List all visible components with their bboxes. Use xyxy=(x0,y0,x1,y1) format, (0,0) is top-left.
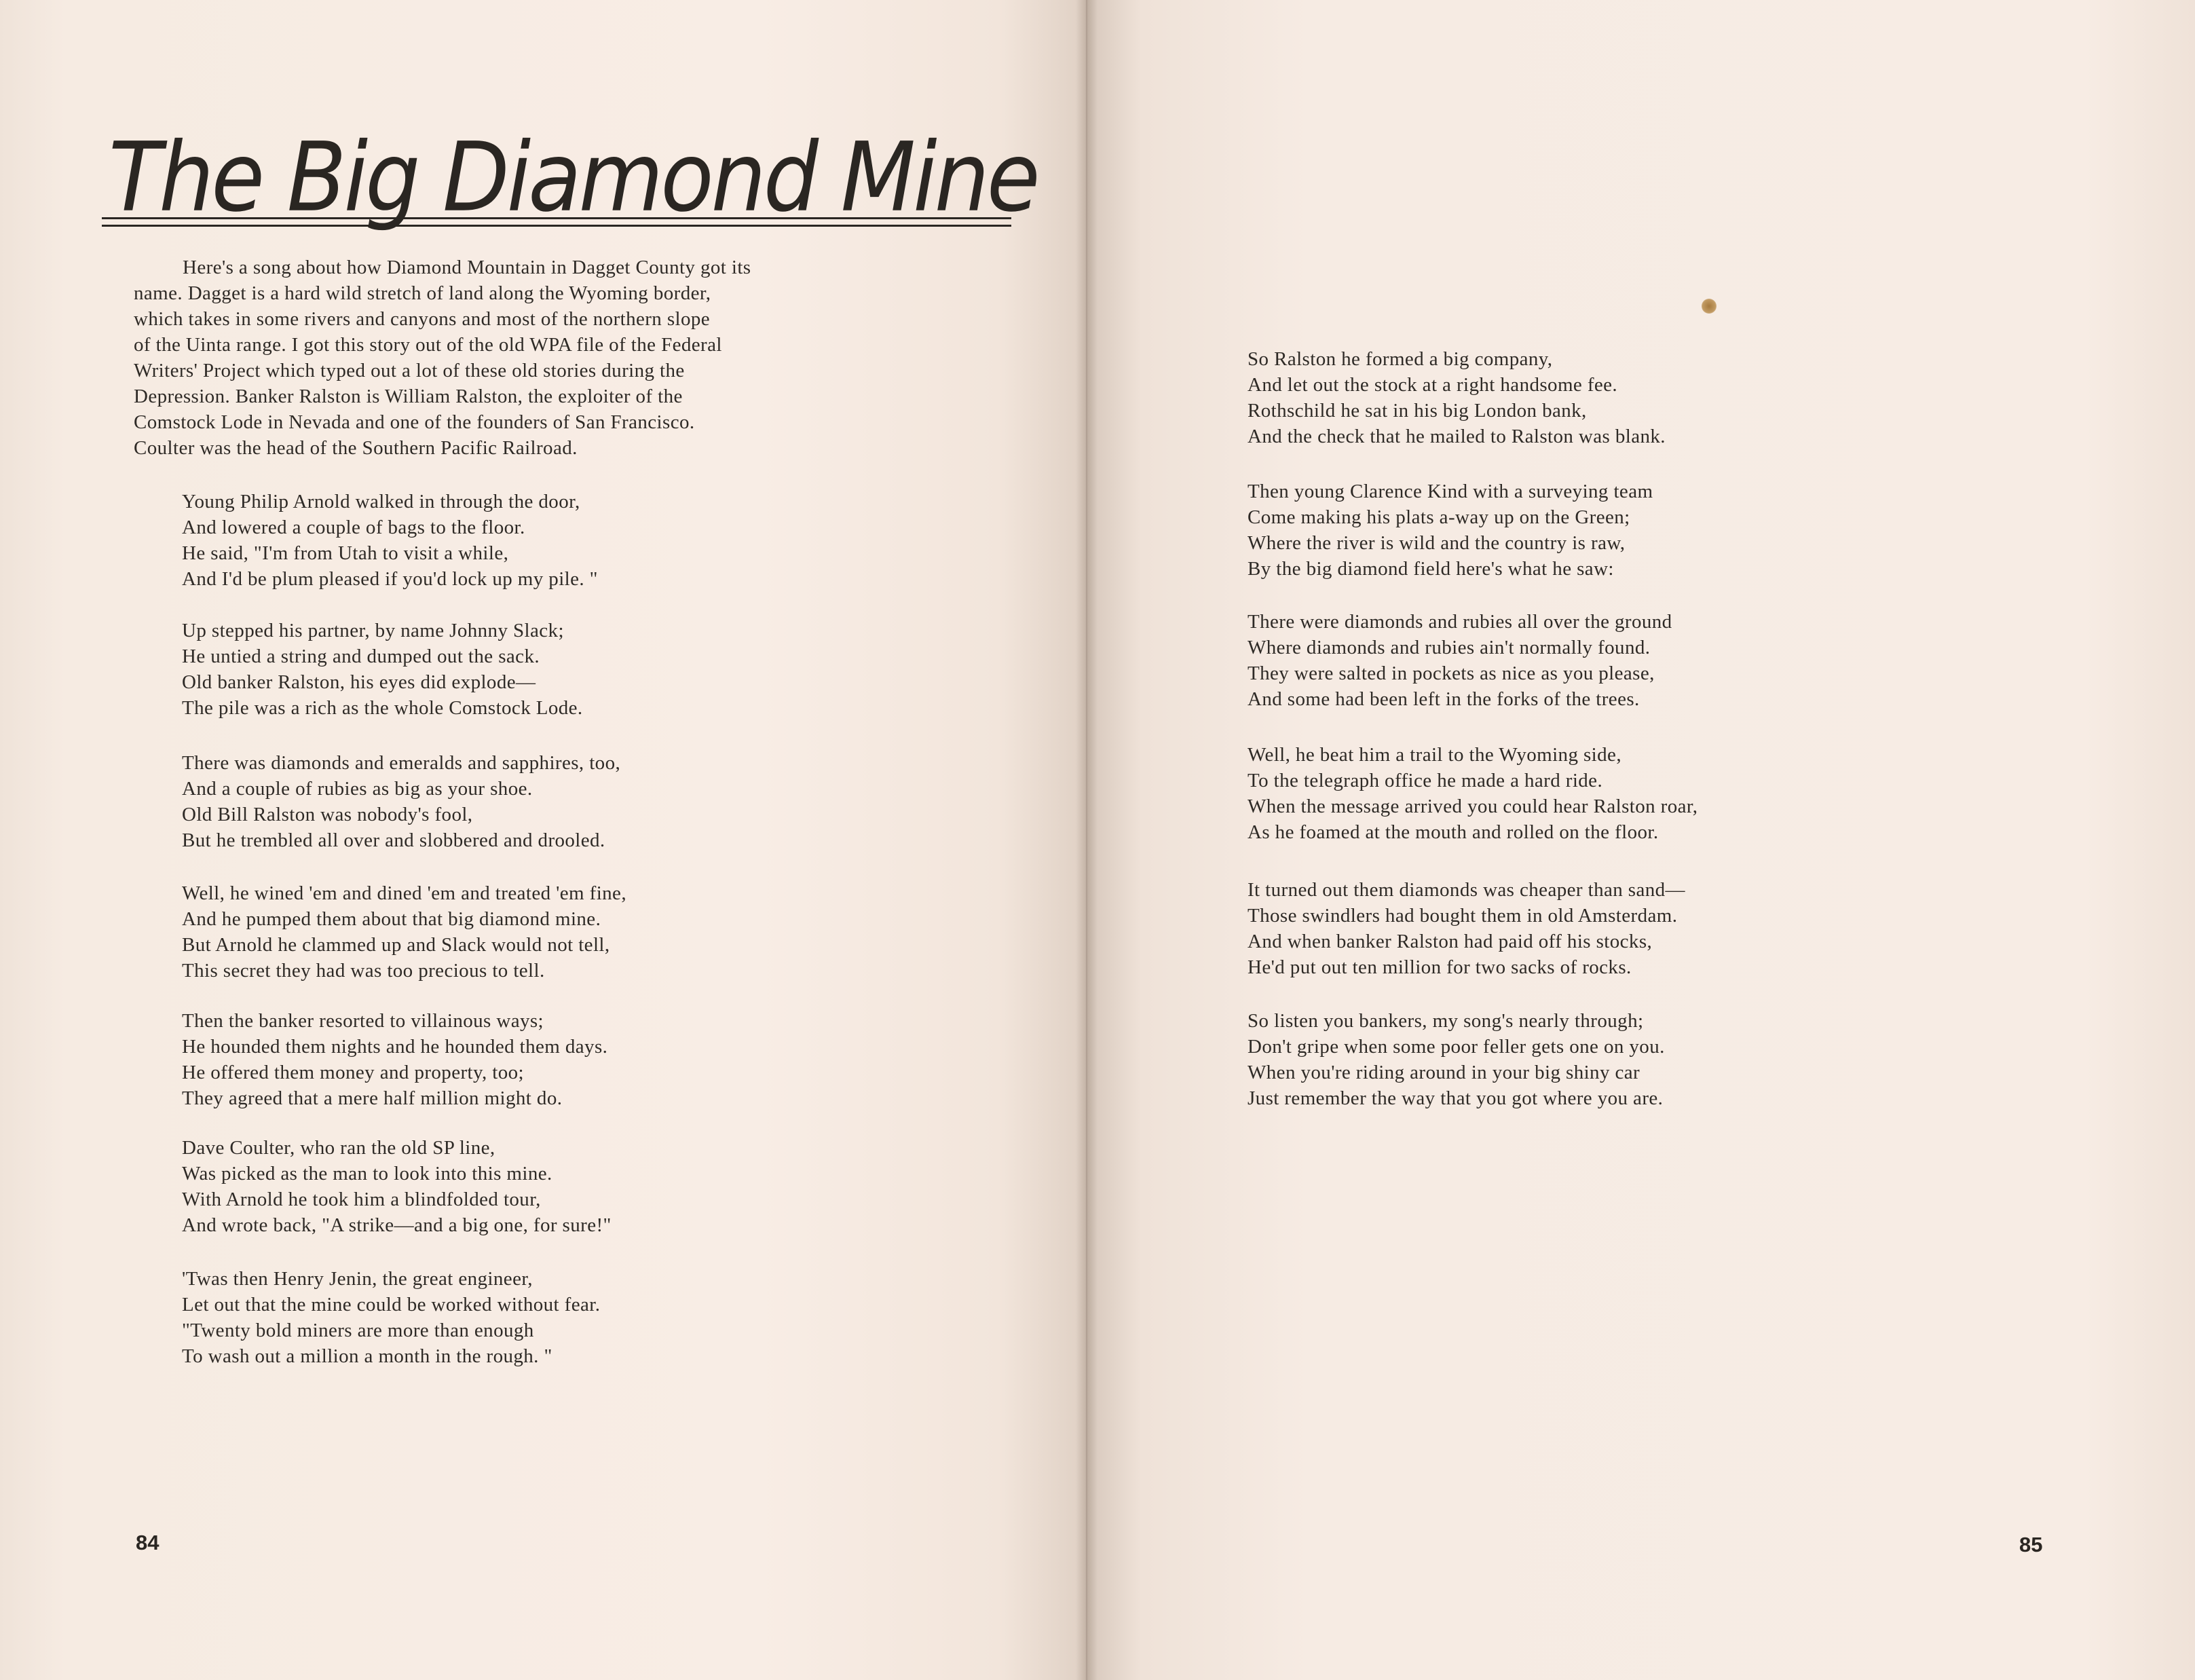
verse-line: And lowered a couple of bags to the floor. xyxy=(182,517,525,538)
page-number-right: 85 xyxy=(2019,1533,2043,1556)
verse-2 xyxy=(182,618,583,721)
verse-line: There was diamonds and emeralds and sapphires, too, xyxy=(182,752,621,774)
verse-line: Don't gripe when some poor feller gets one on you. xyxy=(1247,1036,1665,1058)
verse-1 xyxy=(182,489,598,592)
verse-line: With Arnold he took him a blindfolded tour, xyxy=(182,1189,541,1210)
verse-line: But he trembled all over and slobbered and drooled. xyxy=(182,829,605,851)
verse-line: And the check that he mailed to Ralston was blank. xyxy=(1247,426,1666,447)
verse-line: To the telegraph office he made a hard ride. xyxy=(1247,770,1603,791)
verse-line: Come making his plats a-way up on the Green; xyxy=(1247,506,1630,528)
verse-line: He hounded them nights and he hounded them days. xyxy=(182,1036,608,1058)
verse-line: And I'd be plum pleased if you'd lock up my pile. " xyxy=(182,568,598,590)
verse-line: He'd put out ten million for two sacks of rocks. xyxy=(1247,956,1632,978)
verse-line: They were salted in pockets as nice as you please, xyxy=(1247,662,1655,684)
verse-line: Was picked as the man to look into this mine. xyxy=(182,1163,552,1184)
verse-4 xyxy=(182,880,626,984)
verse-7 xyxy=(182,1266,600,1369)
verse-line: 'Twas then Henry Jenin, the great engineer, xyxy=(182,1268,533,1290)
intro-line: Comstock Lode in Nevada and one of the founders of San Francisco. xyxy=(134,411,695,433)
intro-line: of the Uinta range. I got this story out of the old WPA file of the Federal xyxy=(134,334,722,356)
verse-line: Then young Clarence Kind with a surveying team xyxy=(1247,481,1653,502)
verse-line: And a couple of rubies as big as your shoe. xyxy=(182,778,533,800)
verse-line: This secret they had was too precious to tell. xyxy=(182,960,545,982)
verse-10 xyxy=(1247,609,1672,712)
verse-line: Where diamonds and rubies ain't normally found. xyxy=(1247,637,1651,658)
verse-line: And let out the stock at a right handsome fee. xyxy=(1247,374,1618,396)
verse-line: Just remember the way that you got where you are. xyxy=(1247,1087,1664,1109)
verse-11 xyxy=(1247,742,1697,845)
verse-line: And when banker Ralston had paid off his stocks, xyxy=(1247,931,1653,952)
verse-line: By the big diamond field here's what he saw: xyxy=(1247,558,1614,580)
verse-line: Well, he wined 'em and dined 'em and treated 'em fine, xyxy=(182,882,626,904)
verse-line: "Twenty bold miners are more than enough xyxy=(182,1320,534,1341)
verse-line: Old banker Ralston, his eyes did explode— xyxy=(182,671,536,693)
verse-9 xyxy=(1247,479,1653,582)
verse-line: Young Philip Arnold walked in through the door, xyxy=(182,491,580,512)
verse-line: Rothschild he sat in his big London bank, xyxy=(1247,400,1587,422)
intro-line: Depression. Banker Ralston is William Ralston, the exploiter of the xyxy=(134,386,683,407)
verse-line: Well, he beat him a trail to the Wyoming side, xyxy=(1247,744,1621,766)
verse-line: He offered them money and property, too; xyxy=(182,1062,525,1083)
verse-line: There were diamonds and rubies all over the ground xyxy=(1247,611,1672,633)
intro-paragraph xyxy=(134,255,751,461)
page-number-left: 84 xyxy=(136,1531,160,1554)
paper-stain xyxy=(1702,299,1716,314)
verse-line: Then the banker resorted to villainous ways; xyxy=(182,1010,544,1032)
intro-line: which takes in some rivers and canyons and most of the northern slope xyxy=(134,308,711,330)
verse-line: So listen you bankers, my song's nearly through; xyxy=(1247,1010,1644,1032)
verse-line: As he foamed at the mouth and rolled on the floor. xyxy=(1247,821,1659,843)
verse-5 xyxy=(182,1008,607,1111)
verse-line: The pile was a rich as the whole Comstock Lode. xyxy=(182,697,583,719)
verse-line: They agreed that a mere half million might do. xyxy=(182,1087,563,1109)
verse-line: Up stepped his partner, by name Johnny Slack; xyxy=(182,620,564,641)
verse-line: It turned out them diamonds was cheaper than sand— xyxy=(1247,879,1685,901)
verse-line: Those swindlers had bought them in old Amsterdam. xyxy=(1247,905,1678,927)
verse-12 xyxy=(1247,877,1685,980)
verse-line: Where the river is wild and the country is raw, xyxy=(1247,532,1626,554)
verse-line: He said, "I'm from Utah to visit a while, xyxy=(182,542,509,564)
verse-line: And he pumped them about that big diamond mine. xyxy=(182,908,601,930)
intro-line: Writers' Project which typed out a lot of these old stories during the xyxy=(134,360,685,381)
verse-line: He untied a string and dumped out the sack. xyxy=(182,646,540,667)
verse-line: Let out that the mine could be worked without fear. xyxy=(182,1294,601,1315)
title-underline xyxy=(102,217,1011,227)
verse-line: When you're riding around in your big shiny car xyxy=(1247,1062,1640,1083)
verse-line: But Arnold he clammed up and Slack would not tell, xyxy=(182,934,610,956)
verse-line: Old Bill Ralston was nobody's fool, xyxy=(182,804,473,825)
verse-6 xyxy=(182,1135,612,1238)
song-title-block xyxy=(102,122,1038,238)
verse-line: To wash out a million a month in the rough. " xyxy=(182,1345,552,1367)
verse-line: Dave Coulter, who ran the old SP line, xyxy=(182,1137,495,1159)
verse-8 xyxy=(1247,346,1666,449)
song-title: The Big Diamond Mine xyxy=(109,122,1038,234)
verse-3 xyxy=(182,750,620,853)
verse-line: And wrote back, "A strike—and a big one, for sure!" xyxy=(182,1214,612,1236)
intro-line: Coulter was the head of the Southern Pacific Railroad. xyxy=(134,437,578,459)
verse-13 xyxy=(1247,1008,1665,1111)
intro-line: Here's a song about how Diamond Mountain in Dagget County got its xyxy=(183,257,751,278)
left-page xyxy=(0,0,1086,1680)
verse-line: And some had been left in the forks of the trees. xyxy=(1247,688,1640,710)
verse-line: So Ralston he formed a big company, xyxy=(1247,348,1553,370)
book-gutter xyxy=(1076,0,1098,1680)
intro-line: name. Dagget is a hard wild stretch of land along the Wyoming border, xyxy=(134,282,711,304)
verse-line: When the message arrived you could hear Ralston roar, xyxy=(1247,796,1698,817)
